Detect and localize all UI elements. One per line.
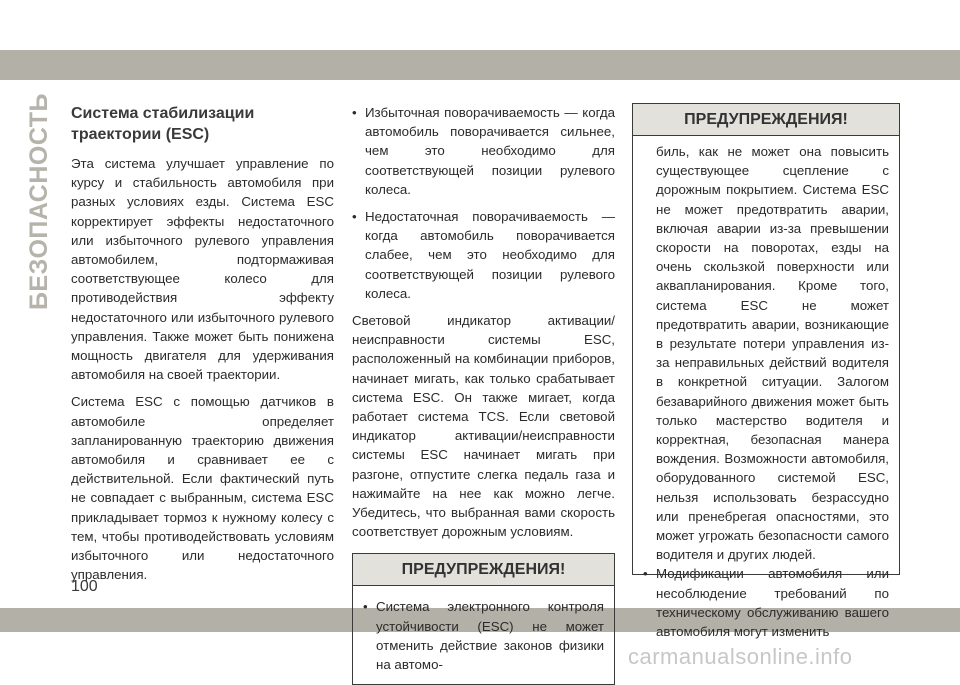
warning-body <box>633 136 899 641</box>
column-left <box>71 103 334 592</box>
warning-title: ПРЕДУПРЕЖДЕНИЯ! <box>633 104 899 136</box>
warning-text: Модификации автомобиля или несоблюдение требований по техническому обслуживанию вашего автомобиля могут изменить <box>656 566 889 640</box>
side-section-tab <box>20 92 60 310</box>
paragraph-sensors: Система ESC с помощью датчиков в автомобиле определяет запланированную траекторию движения автомобиля и сравнивает ее с действительной. Если фактический путь не совпадает с выбранным, система ESC прикладывает тормоз к нужному колесу с тем, чтобы противодействовать условиям избыточного или недостаточного управления. <box>71 394 334 583</box>
watermark: carmanualsonline.info <box>628 644 853 669</box>
bullet-marker: • <box>352 105 357 120</box>
bullet-marker: • <box>643 566 648 582</box>
warning-list-item <box>363 597 604 674</box>
list-item-text: Недостаточная поворачиваемость — когда автомобиль поворачивается слабее, чем это необходимо для соответствующей позиции рулевого колеса. <box>365 209 615 301</box>
top-decorative-band <box>0 50 960 80</box>
warning-text: Система электронного контроля устойчивости (ESC) не может отменить действие законов физики на автомо- <box>376 599 604 673</box>
side-section-label: БЕЗОПАСНОСТЬ <box>25 92 54 310</box>
column-middle <box>352 103 615 685</box>
page-number: 100 <box>71 578 98 595</box>
bullet-marker: • <box>363 599 368 615</box>
list-item-text: Избыточная поворачиваемость — когда автомобиль поворачивается сильнее, чем это необходимо для соответствующей позиции рулевого колеса. <box>365 105 615 197</box>
bullet-marker: • <box>352 209 357 225</box>
section-title: Система стабилизации траектории (ESC) <box>71 105 255 143</box>
list-item-oversteer <box>352 103 615 199</box>
paragraph-intro: Эта система улучшает управление по курсу и стабильность автомобиля при разных условиях езды. Система ESC корректирует эффекты недостаточного или избыточного рулевого управления автомобилем, подтормаживая соответствующее колесо для противодействия эффекту недостаточного или избыточного рулевого управления. Также может быть понижена мощность двигателя для удерживания автомобиля на своей траектории. <box>71 156 334 383</box>
warning-title: ПРЕДУПРЕЖДЕНИЯ! <box>353 554 614 586</box>
warning-box-continued <box>632 103 900 640</box>
list-item-understeer <box>352 207 615 303</box>
warning-body <box>353 586 614 684</box>
paragraph-indicator: Световой индикатор активации/неисправности системы ESC, расположенный на комбинации приборов, начинает мигать, как только срабатывает система ESC. Он также мигает, когда работает система TCS. Если световой индикатор активации/неисправности системы ESC начинает мигать при разгоне, отпустите слегка педаль газа и нажимайте на нее как можно легче. Убедитесь, что выбранная вами скорость соответствует дорожным условиям. <box>352 313 615 540</box>
warning-list-item <box>643 564 889 641</box>
warning-text-continued: биль, как не может она повысить существующее сцепление с дорожным покрытием. Система ESC не может предотвратить аварии, включая аварии из-за превышении скорости на поворотах, езды на очень скользкой поверхности или аквапланирования. Кроме того, система ESC не может предотвратить аварии, возникающие в результате потери управления из-за неправильных действий водителя в конкретной ситуации. Залогом безаварийного движения может быть только мастерство водителя и корректная, безопасная манера вождения. Возможности автомобиля, оборудованного системой ESC, нельзя использовать безрассудно или пренебрегая опасностями, это может угрожать безопасности самого водителя и других людей. <box>656 144 889 563</box>
column-right <box>632 103 900 640</box>
warning-box <box>352 553 615 685</box>
